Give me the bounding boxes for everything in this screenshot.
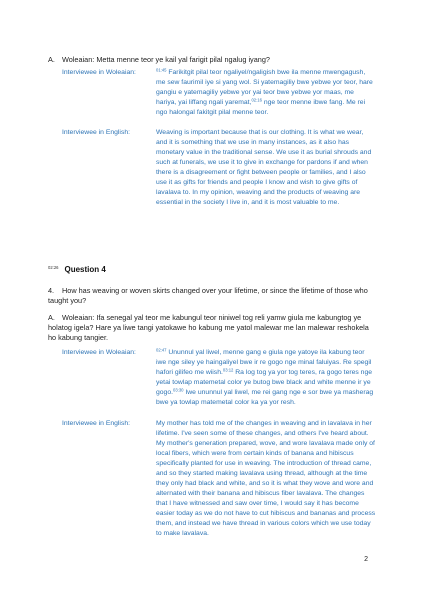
answer-text: Woleaian: Metta menne teor ye kail yal farigit pilal ngalug iyang? — [62, 55, 270, 64]
answer-text: Woleaian: Ifa senegal yal teor me kabungul teor niniwel tog reli yamw giula me kabungtog ye holatog igela? Hare ya liwe tangi yatokawe ho kabung me yatol malewar me lan malewar reshokela ho kabung tangier. — [48, 313, 369, 342]
answer-label: A. — [48, 313, 55, 322]
question-number: 4. — [48, 286, 55, 295]
english-response: My mother has told me of the changes in weaving and in lavalava in her lifetime. I've seen some of these changes, and others I've heard about. My mother's generation prepared, wove, and wore lavalava made only of local fibers, which were from certain kinds of banana and hibiscus specifically planted for use in weaving. The introduction of thread came, and so they started making lavalava using thread, although at the time they only had black and white, and so it is what they wove and wore and alternated with their banana and hibiscus fiber lavalava. The changes that I have witnessed and saw over time, I would say it has become easier today as we do not have to cut hibiscus and bananas and process them, and instead we have thread in various colors which we use today to make lavalava. — [156, 420, 376, 537]
page-number: 2 — [364, 556, 368, 563]
question-title: Question 4 — [64, 265, 106, 274]
speaker-label: Interviewee in English: — [62, 129, 131, 136]
woleaian-response: $^{02:47}$ Ununnul yal liwel, menne gang e giula nge yatoye ila kabung teor iwe nge siley ye haingaliyel bwe ir re gogo nge minal faluiyas. Re spegil hafori gilifeo me wiish.$^{03:12}$ Ra log tog ya yor tog teres, ra gogo teres nge yetai towlap matemetal color ye butog bwe black and white menne ir ye gogo.$^{03:30}$ Iwe ununnul yal liwel, me rei gang nge e sor bwe ya masherag bwe ya towlap matemetal color ka ya yor resh. — [156, 347, 374, 406]
answer-line-woleaian-2 — [48, 313, 378, 343]
speaker-label: Interviewee in English: — [62, 420, 131, 427]
interviewee-woleaian-row-2 — [62, 348, 382, 408]
speaker-label: Interviewee in Woleaian: — [62, 349, 136, 356]
woleaian-response: $^{01:45}$ Farikitgit pilal teor ngaliyel/ngaligish bwe ila menne mwengagush, me sew faurimil iye si yang wol. Si yatemagiliy bwe yebwe yor teor, hare gangiu e yatemagiliy yebwe yor yai teor bwe yebwe yor maas, me hariya, yai liffang ngali yaremat,$^{02:16}$ nge teor menne ibwe fang. Me rei ngo halongal fakitgit pilal menne teor. — [156, 67, 373, 116]
question-heading — [48, 265, 106, 274]
timestamp: 02:16 — [251, 97, 262, 103]
answer-line-woleaian-1 — [48, 55, 378, 65]
timestamp: 02:26 — [48, 265, 59, 270]
timestamp: 01:45 — [156, 67, 167, 73]
interviewee-english-row-2 — [62, 419, 382, 549]
question-4-line — [48, 286, 378, 306]
interviewee-woleaian-row-1 — [62, 68, 382, 122]
speaker-label: Interviewee in Woleaian: — [62, 69, 136, 76]
question-text: How has weaving or woven skirts changed over your lifetime, or since the lifetime of those who taught you? — [48, 286, 368, 305]
interviewee-english-row-1 — [62, 128, 382, 246]
answer-label: A. — [48, 55, 55, 64]
timestamp: 02:47 — [156, 347, 167, 353]
english-response: Weaving is important because that is our clothing. It is what we wear, and it is something that we use in many instances, as it also has monetary value in the traditional sense. We use it as burial shrouds and such at funerals, we use it to give in exchange for pardons if and when there is a disagreement or fight between people or families, and I also use it as gifts for friends and people I know and wish to give gifts of lavalava to. In my opinion, weaving and the products of weaving are essential in the society I live in, and it is most valuable to me. — [156, 129, 372, 206]
timestamp: 03:12 — [222, 367, 234, 373]
timestamp: 03:30 — [173, 387, 184, 393]
